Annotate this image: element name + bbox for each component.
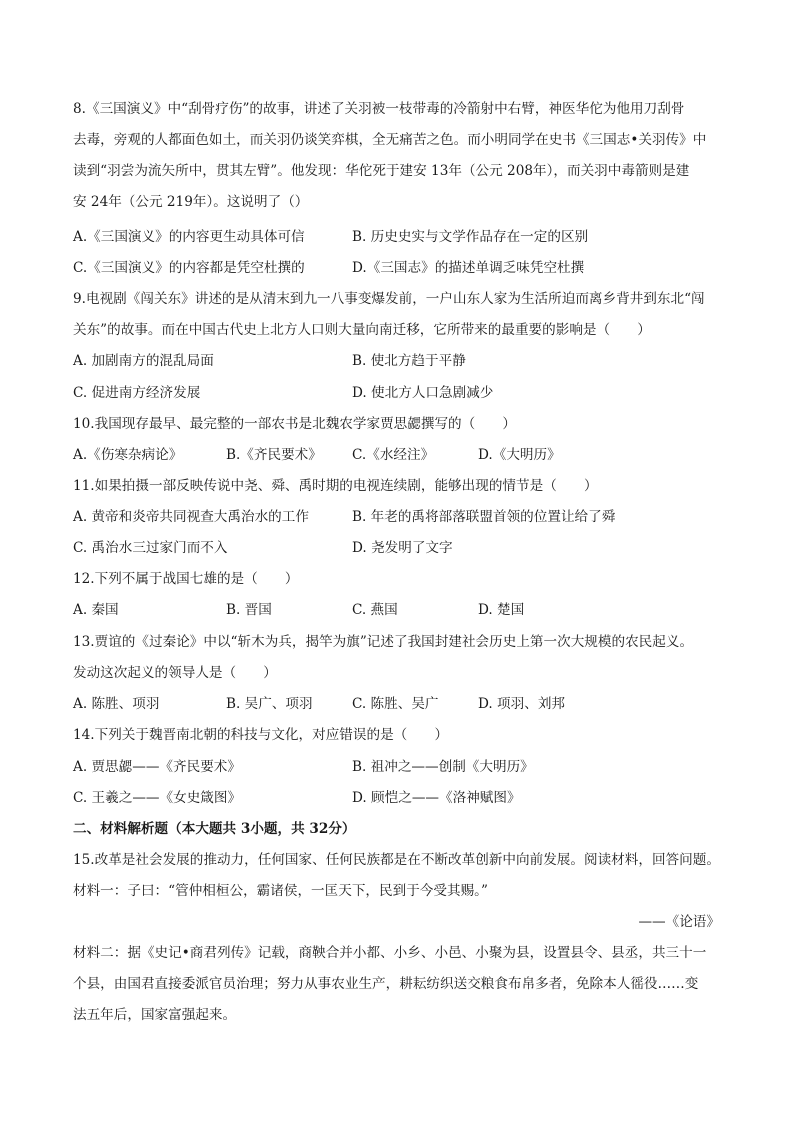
- q13-stem-line1: 13.贾谊的《过秦论》中以“斩木为兵，揭竿为旗”记述了我国封建社会历史上第一次大规模的农民起义。: [73, 634, 694, 650]
- q15-material1-source: ——《论语》: [638, 914, 720, 930]
- q12-option-d: D. 楚国: [478, 602, 525, 618]
- q12-option-b: B. 晋国: [226, 602, 272, 618]
- section-heading: 二、材料解析题（本大题共 3小题，共 32分）: [73, 821, 356, 837]
- q10-stem: 10.我国现存最早、最完整的一部农书是北魏农学家贾思勰撰写的（ ）: [73, 416, 517, 432]
- q10-option-c: C.《水经注》: [352, 447, 435, 463]
- q8-option-d: D.《三国志》的描述单调乏味凭空杜撰: [352, 260, 585, 276]
- q8-option-c: C.《三国演义》的内容都是凭空杜撰的: [73, 260, 305, 276]
- q14-option-c: C. 王羲之——《女史箴图》: [73, 790, 242, 806]
- q13-option-a: A. 陈胜、项羽: [73, 696, 160, 712]
- q15-material2-line3: 法五年后，国家富强起来。: [73, 1007, 237, 1023]
- q11-option-a: A. 黄帝和炎帝共同视查大禹治水的工作: [73, 509, 309, 525]
- q11-stem: 11.如果拍摄一部反映传说中尧、舜、禹时期的电视连续剧，能够出现的情节是（ ）: [73, 478, 598, 494]
- q8-stem-line1: 8.《三国演义》中“刮骨疗伤”的故事，讲述了关羽被一枝带毒的冷箭射中右臂，神医华佗为他用刀刮骨: [73, 101, 685, 117]
- q11-option-c: C. 禹治水三过家门而不入: [73, 540, 228, 556]
- q13-option-b: B. 吴广、项羽: [226, 696, 313, 712]
- q8-stem-line3: 读到“羽尝为流矢所中，贯其左臂”。他发现：华佗死于建安 13年（公元 208年），而关羽中毒箭则是建: [73, 163, 690, 179]
- q8-option-b: B. 历史史实与文学作品存在一定的区别: [352, 229, 589, 245]
- q13-option-c: C. 陈胜、吴广: [352, 696, 439, 712]
- q15-stem: 15.改革是社会发展的推动力，任何国家、任何民族都是在不断改革创新中向前发展。阅读材料，回答问题。: [73, 852, 720, 868]
- q12-option-c: C. 燕国: [352, 602, 398, 618]
- q8-stem-line4: 安 24年（公元 219年）。这说明了（）: [73, 194, 309, 210]
- q8-option-a: A.《三国演义》的内容更生动具体可信: [73, 229, 305, 245]
- q9-option-b: B. 使北方趋于平静: [352, 353, 466, 369]
- q13-option-d: D. 项羽、刘邦: [478, 696, 566, 712]
- q12-option-a: A. 秦国: [73, 602, 119, 618]
- q11-option-b: B. 年老的禹将部落联盟首领的位置让给了舜: [352, 509, 616, 525]
- q12-stem: 12.下列不属于战国七雄的是（ ）: [73, 571, 299, 587]
- q10-option-d: D.《大明历》: [478, 447, 561, 463]
- q9-stem-line2: 关东”的故事。而在中国古代史上北方人口则大量向南迁移，它所带来的最重要的影响是（ ）: [73, 322, 651, 338]
- q9-option-a: A. 加剧南方的混乱局面: [73, 353, 214, 369]
- q9-option-c: C. 促进南方经济发展: [73, 385, 201, 401]
- q9-option-d: D. 使北方人口急剧减少: [352, 385, 494, 401]
- q8-stem-line2: 去毒，旁观的人都面色如土，而关羽仍谈笑弈棋，全无痛苦之色。而小明同学在史书《三国志•关羽传》中: [73, 132, 707, 148]
- q10-option-b: B.《齐民要术》: [226, 447, 322, 463]
- q15-material2-line2: 个县，由国君直接委派官员治理；努力从事农业生产，耕耘纺织送交粮食布帛多者，免除本人徭役……变: [73, 976, 699, 992]
- q14-option-b: B. 祖冲之——创制《大明历》: [352, 759, 534, 775]
- q15-material2-line1: 材料二：据《史记•商君列传》记载，商鞅合并小都、小乡、小邑、小聚为县，设置县令、县丞，共三十一: [73, 945, 707, 961]
- q11-option-d: D. 尧发明了文字: [352, 540, 453, 556]
- q9-stem-line1: 9.电视剧《闯关东》讲述的是从清末到九一八事变爆发前，一户山东人家为生活所迫而离乡背井到东北“闯: [73, 291, 705, 307]
- q14-option-d: D. 顾恺之——《洛神赋图》: [352, 790, 521, 806]
- q14-stem: 14.下列关于魏晋南北朝的科技与文化，对应错误的是（ ）: [73, 727, 449, 743]
- q13-stem-line2: 发动这次起义的领导人是（ ）: [73, 665, 277, 681]
- q10-option-a: A.《伤寒杂病论》: [73, 447, 183, 463]
- q14-option-a: A. 贾思勰——《齐民要术》: [73, 759, 241, 775]
- q15-material1: 材料一：子曰：“管仲相桓公，霸诸侯，一匡天下，民到于今受其赐。”: [73, 883, 488, 899]
